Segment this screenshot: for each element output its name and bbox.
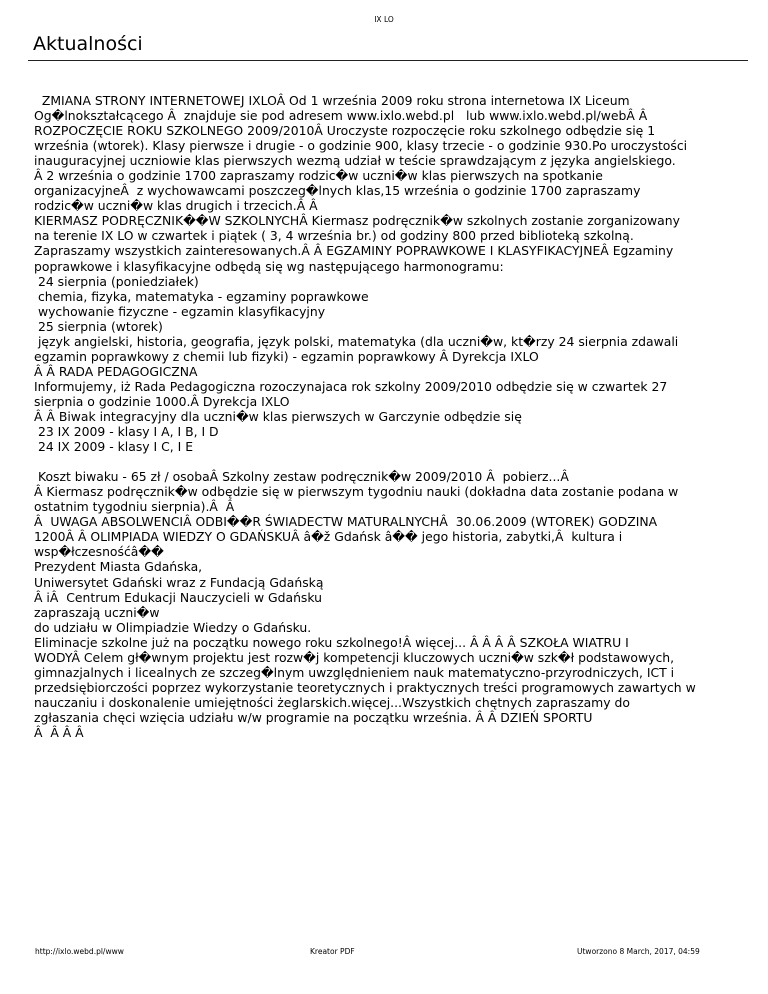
article-line: września (wtorek). Klasy pierwsze i drugie - o godzinie 900, klasy trzecie - o godzinie 930.Po uroczystości: [34, 138, 688, 154]
article-line: zapraszają uczni�w: [34, 604, 160, 620]
article-line: Zapraszamy wszystkich zainteresowanych.Â Â EGZAMINY POPRAWKOWE I KLASYFIKACYJNEÂ Egzaminy: [34, 243, 674, 259]
article-line: 23 IX 2009 - klasy I A, I B, I D: [34, 424, 219, 440]
article-line: 24 sierpnia (poniedziałek): [34, 273, 199, 289]
article-line: Â iÂ Centrum Edukacji Nauczycieli w Gdańsku: [34, 589, 323, 605]
article-line: 25 sierpnia (wtorek): [34, 318, 163, 334]
article-line: gimnazjalnych i licealnych ze szczeg�lnym uwzględnieniem nauk matematyczno-przyrodniczych, ICT i: [34, 664, 675, 680]
article-line: wsp�łczesnośćâ��: [34, 544, 164, 560]
article-line: chemia, fizyka, matematyka - egzaminy poprawkowe: [34, 288, 369, 304]
title-divider: [28, 60, 748, 61]
article-line: język angielski, historia, geografia, język polski, matematyka (dla uczni�w, kt�rzy 24 sierpnia zdawali: [34, 333, 679, 349]
article-line: Â Â Â Â: [34, 724, 88, 740]
article-line: ostatnim tygodniu sierpnia).Â Â: [34, 499, 239, 515]
footer-url[interactable]: http://ixlo.webd.pl/www: [35, 947, 124, 956]
article-line: Â Kiermasz podręcznik�w odbędzie się w pierwszym tygodniu nauki (dokładna data zostanie podana w: [34, 484, 679, 500]
article-line: do udziału w Olimpiadzie Wiedzy o Gdańsku.: [34, 619, 312, 635]
article-line: [34, 454, 740, 469]
article-line: rodzic�w uczni�w klas drugich i trzecich.Â Â: [34, 198, 322, 214]
article-line: Eliminacje szkolne już na początku nowego roku szkolnego!Â więcej... Â Â Â Â SZKOŁA WIATRU I: [34, 634, 629, 650]
article-line: ZMIANA STRONY INTERNETOWEJ IXLOÂ Od 1 września 2009 roku strona internetowa IX Liceum: [34, 93, 630, 108]
article-line: nauczaniu i doskonalenie umiejętności żeglarskich.więcej...Wszystkich chętnych zapraszamy do: [34, 694, 630, 710]
article-body: [34, 93, 740, 740]
site-label: IX LO: [374, 15, 394, 24]
article-line: zgłaszania chęci wzięcia udziału w/w programie na początku września. Â Â DZIEŃ SPORTU: [34, 709, 593, 725]
article-line: Â 2 września o godzinie 1700 zapraszamy rodzic�w uczni�w klas pierwszych na spotkanie: [34, 168, 603, 184]
article-line: Prezydent Miasta Gdańska,: [34, 559, 203, 575]
article-line: wychowanie fizyczne - egzamin klasyfikacyjny: [34, 303, 326, 319]
article-line: na terenie IX LO w czwartek i piątek ( 3, 4 września br.) od godziny 800 przed biblioteką szkolną.: [34, 228, 634, 244]
article-line: Koszt biwaku - 65 zł / osobaÂ Szkolny zestaw podręcznik�w 2009/2010 Â pobierz...Â: [34, 469, 573, 485]
article-line: WODYÂ Celem gł�wnym projektu jest rozw�j kompetencji kluczowych uczni�w szk�ł podstawowych,: [34, 649, 675, 665]
article-line: KIERMASZ PODRĘCZNIK��W SZKOLNYCHÂ Kiermasz podręcznik�w szkolnych zostanie zorganizowany: [34, 213, 680, 229]
article-line: poprawkowe i klasyfikacyjne odbędą się wg następującego harmonogramu:: [34, 258, 504, 274]
article-line: Og�lnokształcącego Â znajduje sie pod adresem www.ixlo.webd.pl lub www.ixlo.webd.pl/webÂ Â: [34, 108, 652, 124]
article-line: przedsiębiorczości poprzez wykorzystanie teoretycznych i praktycznych treści programowych zawartych w: [34, 679, 696, 695]
page-title: Aktualności: [33, 33, 143, 55]
article-line: egzamin poprawkowy z chemii lub fizyki) - egzamin poprawkowy Â Dyrekcja IXLO: [34, 348, 539, 364]
article-line: Informujemy, iż Rada Pedagogiczna rozoczynajaca rok szkolny 2009/2010 odbędzie się w czwartek 27: [34, 378, 668, 394]
article-line: Uniwersytet Gdański wraz z Fundacją Gdańską: [34, 574, 324, 590]
article-line: inauguracyjnej uczniowie klas pierwszych wezmą udział w teście sprawdzającym z języka angielskiego.: [34, 153, 676, 169]
footer-generator: Kreator PDF: [310, 947, 355, 956]
footer-created-date: Utworzono 8 March, 2017, 04:59: [577, 947, 700, 956]
article-line: 1200Â Â OLIMPIADA WIEDZY O GDAŃSKUÂ â�ž Gdańsk â�� jego historia, zabytki,Â kultura i: [34, 529, 623, 545]
article-line: ROZPOCZĘCIE ROKU SZKOLNEGO 2009/2010Â Uroczyste rozpoczęcie roku szkolnego odbędzie się 1: [34, 123, 656, 139]
article-line: 24 IX 2009 - klasy I C, I E: [34, 439, 194, 455]
article-line: sierpnia o godzinie 1000.Â Dyrekcja IXLO: [34, 393, 290, 409]
article-line: Â Â RADA PEDAGOGICZNA: [34, 363, 198, 379]
article-line: Â UWAGA ABSOLWENCIÂ ODBI��R ŚWIADECTW MATURALNYCHÂ 30.06.2009 (WTOREK) GODZINA: [34, 514, 658, 530]
article-line: Â Â Biwak integracyjny dla uczni�w klas pierwszych w Garczynie odbędzie się: [34, 408, 522, 424]
article-line: organizacyjneÂ z wychowawcami poszczeg�lnych klas,15 września o godzinie 1700 zapraszamy: [34, 183, 641, 199]
